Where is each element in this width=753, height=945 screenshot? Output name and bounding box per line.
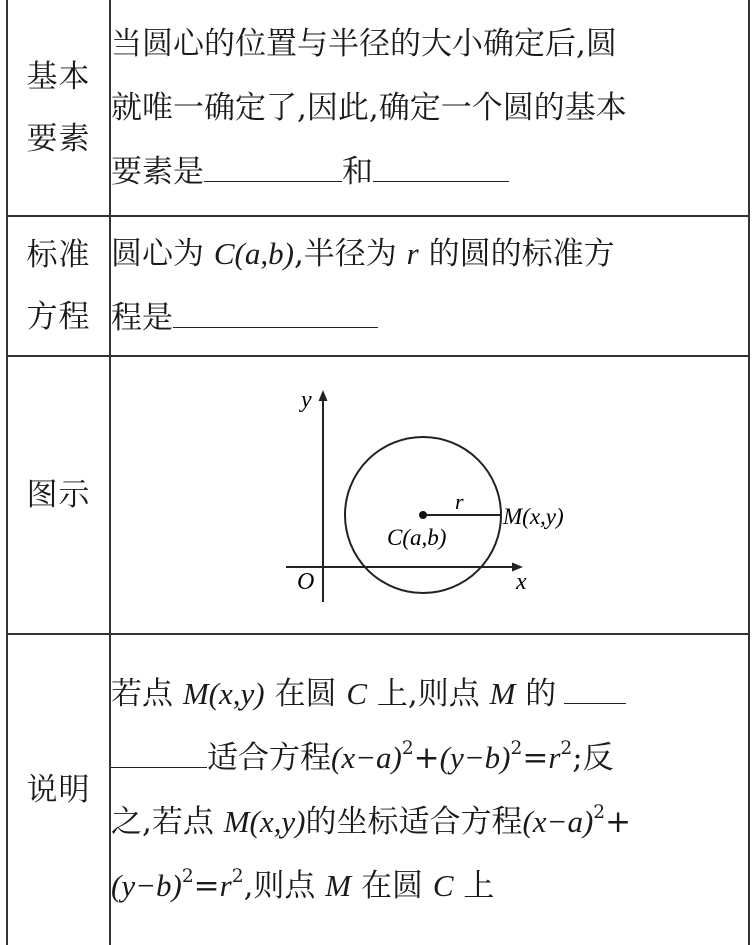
plus-sign: +	[413, 740, 440, 776]
text-span: 上	[453, 868, 495, 904]
text-span: ,则点	[243, 868, 326, 904]
plus-sign: +	[605, 804, 632, 840]
math-eq-y: (y−b)	[439, 740, 511, 775]
math-eq-x: (x−a)	[331, 740, 402, 775]
text-line	[111, 790, 748, 854]
text-line	[111, 726, 748, 790]
circle-diagram	[111, 357, 750, 635]
math-m: M	[489, 676, 516, 711]
text-span: 程是	[111, 300, 173, 336]
label-line: 说明	[26, 772, 91, 808]
label-basic-elements	[7, 0, 110, 216]
label-line: 基本	[26, 58, 91, 95]
math-c: C	[432, 868, 454, 903]
label-line: 方程	[26, 299, 91, 335]
row-explanation	[7, 634, 749, 945]
text-span: ,半径为	[293, 236, 407, 272]
label-figure	[7, 356, 110, 634]
circle-concept-table	[6, 0, 750, 945]
text-line	[111, 222, 748, 286]
math-point-m: M(x,y)	[223, 804, 306, 839]
math-eq-y: (y−b)	[111, 868, 182, 903]
math-r: r	[548, 740, 561, 775]
math-c: C	[346, 676, 368, 711]
center-point	[419, 511, 427, 519]
label-line: 要素	[26, 120, 91, 157]
answer-blank-4b[interactable]	[111, 736, 207, 768]
text-span: 适合方程	[207, 740, 331, 776]
x-axis-label: x	[516, 569, 527, 595]
math-center: (a,b)	[234, 236, 294, 271]
text-span: 在圆	[264, 676, 347, 712]
exponent: 2	[181, 866, 194, 888]
exponent: 2	[401, 738, 414, 760]
center-label: C(a,b)	[387, 525, 447, 550]
content-standard-equation	[110, 216, 749, 356]
point-label: M(x,y)	[503, 504, 564, 529]
math-m: M	[325, 868, 352, 903]
text-line	[111, 662, 748, 726]
label-line: 图示	[26, 477, 91, 513]
text-span: 的圆的标准方	[418, 236, 615, 272]
y-axis-label: y	[301, 387, 312, 413]
math-eq-x: (x−a)	[522, 804, 594, 839]
math-c: C	[213, 236, 235, 271]
exponent: 2	[593, 802, 606, 824]
text-line: 当圆心的位置与半径的大小确定后,圆	[111, 25, 617, 62]
label-standard-equation	[7, 216, 110, 356]
text-span: 和	[342, 153, 373, 190]
label-explanation	[7, 634, 110, 945]
text-span: 之,若点	[111, 804, 224, 840]
exponent: 2	[231, 866, 244, 888]
text-span: 在圆	[351, 868, 433, 904]
content-basic-elements	[110, 0, 749, 216]
text-line	[111, 854, 748, 918]
equals-sign: =	[522, 740, 549, 776]
equals-sign: =	[193, 868, 220, 904]
text-span: 要素是	[111, 153, 204, 190]
answer-blank-4a[interactable]	[564, 672, 626, 704]
exponent: 2	[560, 738, 573, 760]
exponent: 2	[510, 738, 523, 760]
row-standard-equation	[7, 216, 749, 356]
text-span: 的坐标适合方程	[305, 804, 523, 840]
text-span: 上,则点	[367, 676, 490, 712]
figure-wrap	[111, 357, 748, 633]
y-axis-arrow-icon	[319, 390, 328, 401]
text-span: ;反	[572, 740, 614, 776]
row-basic-elements	[7, 0, 749, 216]
answer-blank-1[interactable]	[204, 150, 342, 182]
label-line: 标准	[26, 237, 91, 273]
text-line	[111, 140, 748, 204]
content-figure	[110, 356, 749, 634]
text-span: 圆心为	[111, 236, 214, 272]
math-r: r	[219, 868, 232, 903]
text-span: 若点	[111, 676, 183, 712]
math-r: r	[406, 236, 419, 271]
text-line: 就唯一确定了,因此,确定一个圆的基本	[111, 89, 627, 126]
text-line	[111, 286, 748, 350]
origin-label: O	[297, 569, 315, 595]
row-figure	[7, 356, 749, 634]
text-span: 的	[515, 676, 557, 712]
answer-blank-3[interactable]	[173, 296, 378, 328]
answer-blank-2[interactable]	[373, 150, 509, 182]
math-point-m: M(x,y)	[182, 676, 265, 711]
radius-label: r	[455, 489, 464, 514]
content-explanation	[110, 634, 749, 945]
